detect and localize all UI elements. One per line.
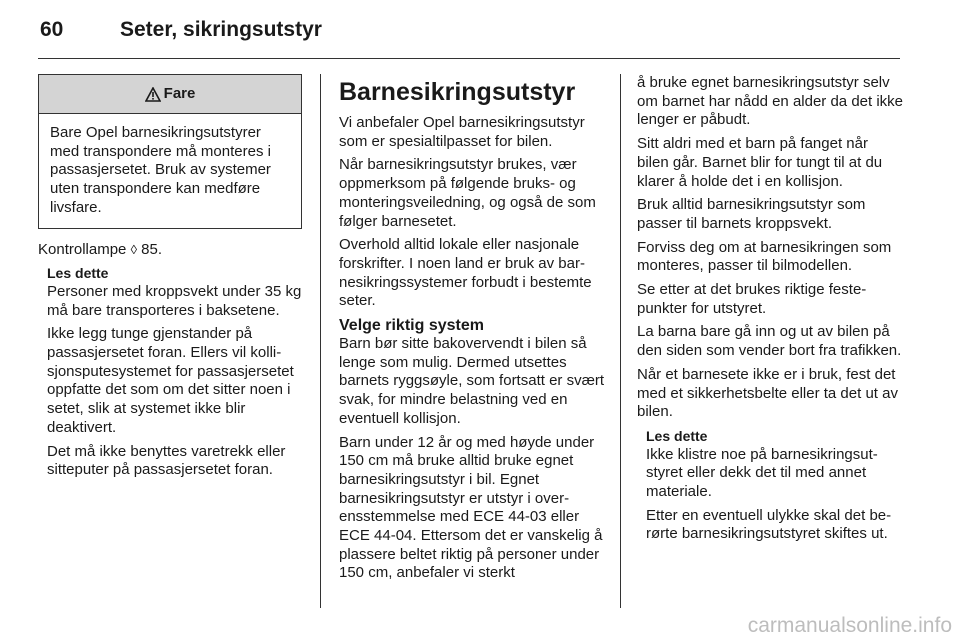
body-paragraph: Når barnesikringsutstyr brukes, vær oppmerksom på følgende bruks- og monteringsveiledning, og også de som følger barnesetet.: [339, 156, 596, 230]
note-heading: Les dette: [47, 265, 109, 282]
subheading: Velge riktig system: [339, 317, 484, 335]
section-title: Seter, sikringsutstyr: [120, 18, 322, 41]
note-block: [47, 264, 304, 480]
note-block: [646, 427, 903, 544]
warning-triangle-icon: [145, 87, 161, 102]
note-paragraph: Etter en eventuell ulykke skal det berørte barnesikringsutstyret skiftes ut.: [646, 506, 892, 543]
body-paragraph: Overhold alltid lokale eller nasjonale forskrifter. I noen land er bruk av barnesikringssystemer forbudt i bestemte seter.: [339, 236, 592, 310]
watermark: carmanualsonline.info: [747, 614, 952, 637]
body-paragraph: Se etter at det brukes riktige festepunkter for utstyret.: [637, 281, 867, 317]
body-paragraph: La barna bare gå inn og ut av bilen på den siden som vender bort fra trafikken.: [637, 323, 902, 360]
body-paragraph: Bruk alltid barnesikringsutstyr som passer til barnets kroppsvekt.: [637, 196, 866, 232]
header-rule: [38, 58, 900, 59]
body-paragraph: Sitt aldri med et barn på fanget når bilen går. Barnet blir for tungt til at du klarer å holde det i en kollisjon.: [637, 135, 883, 190]
page-number: 60: [40, 18, 64, 41]
body-paragraph: Vi anbefaler Opel barnesikringsutstyr som er spesialtilpasset for bilen.: [339, 114, 585, 150]
page-reference: [38, 241, 304, 260]
note-paragraph: Det må ikke benyttes varetrekk eller sitteputer på passasjersetet foran.: [47, 442, 286, 479]
column-right: [637, 74, 903, 549]
body-paragraph: Når et barnesete ikke er i bruk, fest det med et sikkerhetsbelte eller ta det ut av bilen.: [637, 365, 898, 421]
note-paragraph: Ikke klistre noe på barnesikringsutstyret eller dekk det til med annet materiale.: [646, 445, 878, 501]
note-paragraph: Personer med kroppsvekt under 35 kg må bare transporteres i baksetene.: [47, 282, 302, 319]
warning-header: [39, 75, 301, 114]
column-left: [38, 74, 304, 485]
column-divider: [620, 74, 621, 608]
note-paragraph: Ikke legg tunge gjenstander på passasjersetet foran. Ellers vil kollisjonsputesystemet for passasjersetet oppfatte det som om det sitter noen i setet, slik at systemet ikke blir deaktivert.: [47, 325, 294, 436]
main-heading: Barnesikringsutstyr: [339, 78, 576, 106]
page-ref-arrow-icon: ◊: [130, 241, 137, 257]
warning-text: Bare Opel barnesikringsutstyrer med transpondere må monteres i passasjersetet. Bruk av systemer uten transpondere kan medføre livsfare.: [50, 124, 271, 216]
reference-label: Kontrollampe: [38, 240, 127, 258]
body-paragraph: å bruke egnet barnesikringsutstyr selv om barnet har nådd en alder da det ikke lenger er påbudt.: [637, 74, 904, 129]
warning-title: Fare: [163, 84, 196, 102]
body-paragraph: Barn under 12 år og med høyde under 150 cm må bruke alltid bruke egnet barnesikringsutstyr i bil. Egnet barnesikringsutstyr er utstyr i overensstemmelse med ECE 44-03 eller ECE 44-04. Ettersom det er vanskelig å plassere beltet riktig på personer under 150 cm, anbefaler vi sterkt: [339, 433, 603, 582]
body-paragraph: Forviss deg om at barnesikringen som monteres, passer til bilmodellen.: [637, 238, 892, 275]
column-middle: [339, 74, 605, 588]
reference-page: 85.: [141, 240, 163, 258]
warning-box: [38, 74, 302, 229]
body-paragraph: Barn bør sitte bakovervendt i bilen så lenge som mulig. Dermed utsettes barnets ryggsøyle, som fortsatt er svært svak, for mindre belastning ved en eventuell kollisjon.: [339, 335, 605, 427]
column-divider: [320, 74, 321, 608]
note-heading: Les dette: [646, 427, 708, 444]
